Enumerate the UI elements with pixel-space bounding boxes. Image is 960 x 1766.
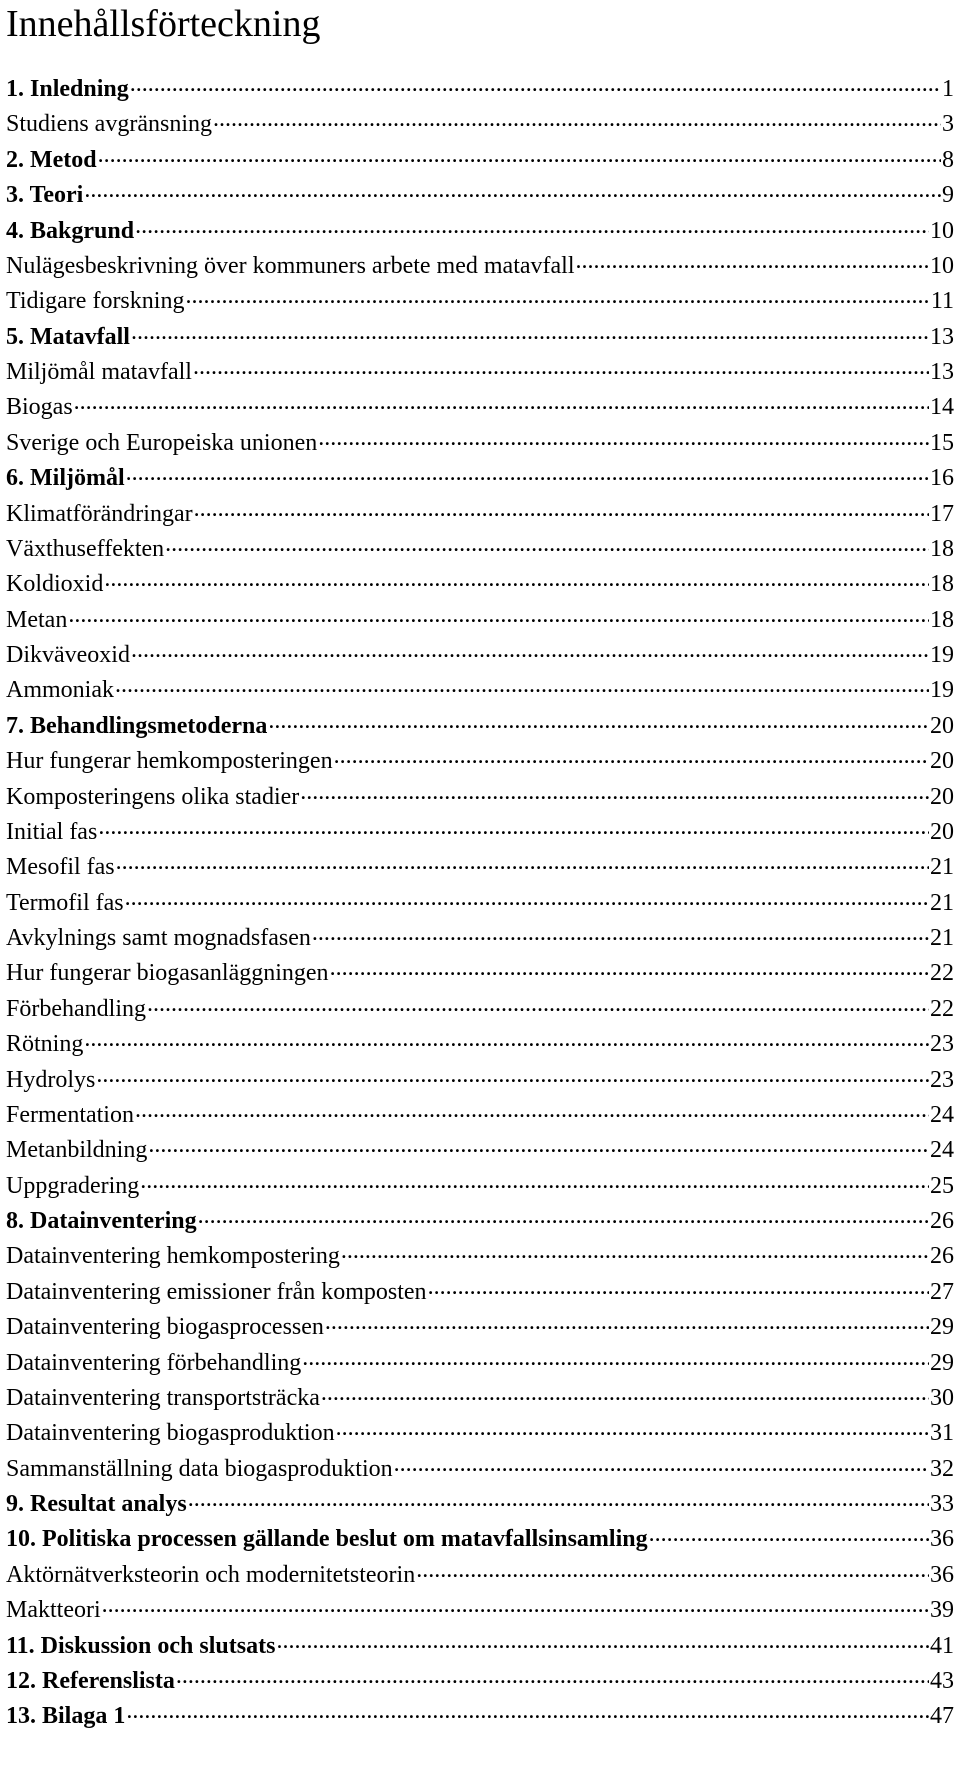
dot-leader (147, 992, 929, 1016)
toc-entry-text: 9. Resultat analys (6, 1491, 187, 1517)
toc-entry[interactable] (6, 744, 954, 779)
dot-leader (188, 1487, 929, 1511)
dot-leader (302, 1346, 929, 1370)
toc-page-number: 27 (930, 1278, 954, 1305)
toc-entry[interactable] (6, 107, 954, 142)
dot-leader (194, 497, 929, 521)
toc-page-number: 36 (930, 1561, 954, 1588)
dot-leader (336, 1416, 929, 1440)
toc-entry-text: Metan (6, 606, 68, 633)
toc-entry[interactable] (6, 72, 954, 107)
dot-leader (300, 780, 929, 804)
toc-page-number: 3 (942, 111, 954, 138)
toc-entry-text: Förbehandling (6, 995, 146, 1022)
dot-leader (130, 72, 941, 96)
toc-page-number: 41 (930, 1632, 954, 1659)
dot-leader (135, 1098, 929, 1122)
toc-page-number: 22 (930, 995, 954, 1022)
toc-entry[interactable] (6, 426, 954, 461)
dot-leader (185, 284, 929, 308)
toc-page-number: 8 (942, 146, 954, 173)
toc-entry[interactable] (6, 921, 954, 956)
toc-entry-text: 7. Behandlingsmetoderna (6, 712, 268, 739)
toc-entry[interactable] (6, 1593, 954, 1628)
toc-page-number: 10 (930, 252, 954, 279)
toc-page-number: 47 (930, 1703, 954, 1730)
toc-entry[interactable] (6, 1063, 954, 1098)
dot-leader (176, 1664, 929, 1688)
toc-entry[interactable] (6, 1169, 954, 1204)
toc-entry[interactable] (6, 1558, 954, 1593)
toc-page-number: 18 (930, 606, 954, 633)
toc-entry[interactable] (6, 214, 954, 249)
toc-entry[interactable] (6, 390, 954, 425)
toc-entry-text: Initial fas (6, 818, 98, 845)
toc-page-number: 23 (930, 1066, 954, 1093)
toc-entry[interactable] (6, 178, 954, 213)
toc-page-number: 36 (930, 1526, 954, 1553)
toc-entry[interactable] (6, 1664, 954, 1699)
toc-entry-text: 2. Metod (6, 146, 97, 173)
toc-entry-text: Hur fungerar hemkomposteringen (6, 748, 333, 775)
toc-entry-text: Hydrolys (6, 1066, 96, 1093)
toc-entry-text: Datainventering emissioner från komposten (6, 1278, 427, 1305)
toc-page-number: 19 (930, 677, 954, 704)
dot-leader (321, 1381, 929, 1405)
dot-leader (84, 178, 941, 202)
dot-leader (193, 355, 929, 379)
toc-entry-text: Datainventering biogasproduktion (6, 1420, 335, 1447)
dot-leader (416, 1558, 929, 1582)
dot-leader (104, 567, 929, 591)
dot-leader (428, 1275, 929, 1299)
toc-page-number: 32 (930, 1455, 954, 1482)
dot-leader (140, 1169, 929, 1193)
toc-page-number: 21 (930, 889, 954, 916)
dot-leader (98, 815, 929, 839)
dot-leader (102, 1593, 929, 1617)
toc-entry[interactable] (6, 1629, 954, 1664)
toc-entry[interactable] (6, 709, 954, 744)
toc-list (6, 72, 954, 1735)
dot-leader (126, 1699, 929, 1723)
toc-page-number: 11 (930, 288, 954, 315)
toc-entry[interactable] (6, 320, 954, 355)
toc-entry[interactable] (6, 1027, 954, 1062)
toc-entry-text: 11. Diskussion och slutsats (6, 1632, 276, 1659)
toc-entry-text: Dikväveoxid (6, 642, 130, 668)
toc-entry-text: Mesofil fas (6, 854, 115, 881)
toc-entry-text: Sverige och Europeiska unionen (6, 429, 318, 456)
toc-entry-text: 5. Matavfall (6, 323, 130, 350)
dot-leader (318, 426, 929, 450)
toc-entry-text: Klimatförändringar (6, 500, 193, 527)
toc-page-number: 31 (930, 1420, 954, 1447)
toc-page-number: 29 (930, 1314, 954, 1341)
toc-entry[interactable] (6, 1699, 954, 1734)
toc-entry[interactable] (6, 355, 954, 390)
toc-entry-text: Uppgradering (6, 1172, 140, 1199)
toc-entry-text: 10. Politiska processen gällande beslut om matavfallsinsamling (6, 1526, 648, 1553)
toc-page-number: 25 (930, 1172, 954, 1199)
toc-entry-text: Datainventering hemkompostering (6, 1243, 340, 1270)
toc-entry[interactable] (6, 567, 954, 602)
toc-page-number: 26 (930, 1243, 954, 1270)
toc-page-number: 22 (930, 960, 954, 987)
toc-entry-text: Komposteringens olika stadier (6, 783, 300, 810)
toc-entry-text: 1. Inledning (6, 76, 129, 102)
dot-leader (74, 390, 929, 414)
toc-entry-text: Rötning (6, 1031, 84, 1058)
toc-page-number: 1 (942, 76, 954, 102)
toc-entry-text: 4. Bakgrund (6, 217, 135, 244)
toc-entry[interactable] (6, 1416, 954, 1451)
toc-entry[interactable] (6, 956, 954, 991)
toc-page-number: 16 (930, 465, 954, 492)
toc-entry-text: Miljömål matavfall (6, 359, 192, 385)
toc-entry-text: 8. Datainventering (6, 1208, 197, 1234)
dot-leader (84, 1027, 929, 1051)
toc-entry-text: Maktteori (6, 1597, 101, 1624)
dot-leader (68, 603, 929, 627)
toc-entry-text: Sammanställning data biogasproduktion (6, 1455, 393, 1482)
toc-entry[interactable] (6, 1310, 954, 1345)
toc-page-number: 18 (930, 571, 954, 598)
toc-entry-text: 12. Referenslista (6, 1667, 175, 1694)
toc-entry[interactable] (6, 850, 954, 885)
toc-page-number: 26 (930, 1208, 954, 1234)
toc-page-number: 18 (930, 535, 954, 562)
dot-leader (148, 1133, 929, 1157)
toc-page-number: 20 (930, 818, 954, 845)
toc-entry-text: Metanbildning (6, 1137, 148, 1164)
toc-page-number: 10 (930, 217, 954, 244)
toc-entry-text: 13. Bilaga 1 (6, 1703, 126, 1730)
dot-leader (576, 249, 930, 273)
toc-entry[interactable] (6, 673, 954, 708)
toc-page-number: 33 (930, 1491, 954, 1517)
toc-page-number: 29 (930, 1349, 954, 1376)
dot-leader (213, 107, 941, 131)
toc-entry[interactable] (6, 638, 954, 673)
toc-entry-text: Termofil fas (6, 889, 124, 916)
toc-entry[interactable] (6, 143, 954, 178)
toc-entry-text: 3. Teori (6, 182, 84, 209)
toc-page-number: 19 (930, 642, 954, 668)
dot-leader (96, 1063, 929, 1087)
toc-page-number: 24 (930, 1101, 954, 1128)
toc-page-number: 30 (930, 1384, 954, 1411)
toc-entry[interactable] (6, 1381, 954, 1416)
toc-entry-text: Datainventering biogasprocessen (6, 1314, 324, 1341)
toc-entry-text: Tidigare forskning (6, 288, 185, 315)
toc-entry-text: Datainventering transportsträcka (6, 1384, 320, 1411)
dot-leader (276, 1629, 929, 1653)
toc-page-number: 21 (930, 854, 954, 881)
toc-entry-text: Fermentation (6, 1101, 134, 1128)
dot-leader (325, 1310, 929, 1334)
toc-entry-text: Datainventering förbehandling (6, 1349, 302, 1376)
dot-leader (135, 214, 929, 238)
dot-leader (165, 532, 929, 556)
toc-entry[interactable] (6, 249, 954, 284)
dot-leader (115, 673, 929, 697)
toc-entry[interactable] (6, 1346, 954, 1381)
toc-entry[interactable] (6, 992, 954, 1027)
toc-entry-text: 6. Miljömål (6, 465, 125, 492)
toc-entry-text: Avkylnings samt mognadsfasen (6, 925, 311, 951)
toc-page-number: 9 (942, 182, 954, 209)
toc-entry[interactable] (6, 1452, 954, 1487)
toc-entry-text: Aktörnätverksteorin och modernitetsteorin (6, 1561, 416, 1588)
toc-entry[interactable] (6, 1239, 954, 1274)
toc-page-number: 13 (930, 323, 954, 350)
dot-leader (116, 850, 929, 874)
toc-entry[interactable] (6, 780, 954, 815)
toc-page-number: 14 (930, 394, 954, 421)
toc-entry-text: Biogas (6, 394, 73, 421)
toc-page-number: 21 (930, 925, 954, 951)
toc-entry[interactable] (6, 1522, 954, 1557)
toc-entry[interactable] (6, 532, 954, 567)
toc-page-number: 17 (930, 500, 954, 527)
toc-entry-text: Koldioxid (6, 571, 104, 598)
toc-entry[interactable] (6, 1098, 954, 1133)
toc-entry-text: Nulägesbeskrivning över kommuners arbete med matavfall (6, 252, 575, 279)
dot-leader (649, 1522, 929, 1546)
toc-page-number: 23 (930, 1031, 954, 1058)
dot-leader (198, 1204, 929, 1228)
toc-page-number: 39 (930, 1597, 954, 1624)
toc-page-number: 20 (930, 712, 954, 739)
dot-leader (131, 638, 929, 662)
toc-page-number: 20 (930, 748, 954, 775)
toc-page-number: 15 (930, 429, 954, 456)
toc-entry-text: Växthuseffekten (6, 535, 165, 562)
dot-leader (394, 1452, 929, 1476)
toc-entry[interactable] (6, 284, 954, 319)
toc-page-number: 20 (930, 783, 954, 810)
toc-entry-text: Hur fungerar biogasanläggningen (6, 960, 329, 987)
toc-entry[interactable] (6, 1133, 954, 1168)
dot-leader (312, 921, 929, 945)
toc-entry[interactable] (6, 1487, 954, 1522)
dot-leader (330, 956, 929, 980)
dot-leader (98, 143, 941, 167)
toc-page-number: 13 (930, 359, 954, 385)
toc-title: Innehållsförteckning (6, 3, 321, 45)
toc-entry[interactable] (6, 1275, 954, 1310)
toc-entry[interactable] (6, 603, 954, 638)
toc-entry[interactable] (6, 1204, 954, 1239)
toc-page-number: 43 (930, 1667, 954, 1694)
toc-entry-text: Ammoniak (6, 677, 114, 704)
toc-entry[interactable] (6, 497, 954, 532)
dot-leader (341, 1239, 929, 1263)
toc-page-number: 24 (930, 1137, 954, 1164)
toc-entry[interactable] (6, 815, 954, 850)
dot-leader (334, 744, 929, 768)
toc-entry-text: Studiens avgränsning (6, 111, 212, 138)
dot-leader (131, 320, 929, 344)
dot-leader (125, 886, 929, 910)
dot-leader (268, 709, 929, 733)
dot-leader (126, 461, 929, 485)
toc-entry[interactable] (6, 461, 954, 496)
toc-entry[interactable] (6, 886, 954, 921)
